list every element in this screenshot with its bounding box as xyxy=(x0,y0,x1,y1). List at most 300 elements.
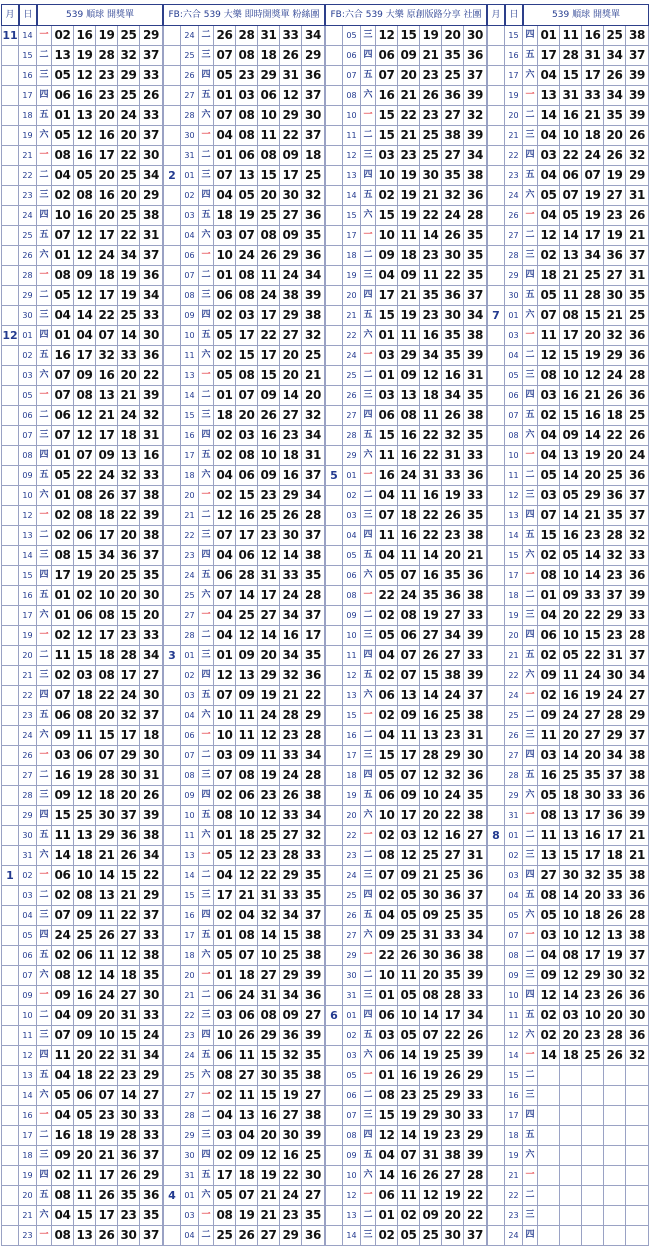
draw-row xyxy=(1,86,163,106)
number-cell: 20 xyxy=(442,26,464,46)
month-cell xyxy=(1,266,19,286)
day-cell: 17 xyxy=(343,746,361,766)
weekday-cell: 二 xyxy=(199,506,214,526)
number-cell: 26 xyxy=(258,406,280,426)
number-cell: 34 xyxy=(140,166,163,186)
number-cell: 37 xyxy=(626,486,649,506)
month-cell xyxy=(1,446,19,466)
weekday-cell: 三 xyxy=(361,1226,376,1246)
day-cell: 26 xyxy=(343,906,361,926)
draw-row xyxy=(163,1166,325,1186)
day-cell: 15 xyxy=(19,566,37,586)
number-cell: 24 xyxy=(236,246,258,266)
number-cell: 38 xyxy=(140,946,163,966)
number-cell: 02 xyxy=(214,786,236,806)
number-cell: 23 xyxy=(420,66,442,86)
draw-row xyxy=(487,546,649,566)
number-cell: 32 xyxy=(604,326,626,346)
month-cell xyxy=(163,226,181,246)
number-cell: 36 xyxy=(302,666,325,686)
day-cell: 19 xyxy=(505,1146,523,1166)
number-cell: 15 xyxy=(258,1046,280,1066)
day-cell: 13 xyxy=(505,506,523,526)
column-header-row xyxy=(325,4,487,26)
number-cell: 30 xyxy=(442,306,464,326)
weekday-cell: 三 xyxy=(199,286,214,306)
day-cell: 08 xyxy=(181,286,199,306)
number-cell: 15 xyxy=(280,926,302,946)
number-cell: 39 xyxy=(464,1146,487,1166)
draw-row xyxy=(1,466,163,486)
number-cell: 29 xyxy=(302,46,325,66)
day-cell: 09 xyxy=(505,966,523,986)
number-cell: 36 xyxy=(442,86,464,106)
weekday-cell: 六 xyxy=(199,346,214,366)
number-cell: 34 xyxy=(140,846,163,866)
number-cell: 23 xyxy=(280,726,302,746)
draw-row xyxy=(487,486,649,506)
number-cell: 19 xyxy=(118,266,140,286)
weekday-cell: 一 xyxy=(199,606,214,626)
number-cell: 24 xyxy=(442,686,464,706)
number-cell: 23 xyxy=(96,1106,118,1126)
number-cell: 05 xyxy=(52,466,74,486)
month-cell xyxy=(163,306,181,326)
number-cell: 10 xyxy=(376,966,398,986)
number-cell: 19 xyxy=(442,486,464,506)
number-cell xyxy=(626,1166,649,1186)
number-cell: 36 xyxy=(302,246,325,266)
draw-row xyxy=(487,386,649,406)
number-cell: 33 xyxy=(302,846,325,866)
weekday-cell: 三 xyxy=(361,266,376,286)
number-cell: 05 xyxy=(376,626,398,646)
number-cell: 35 xyxy=(442,346,464,366)
month-cell xyxy=(325,566,343,586)
weekday-cell: 四 xyxy=(199,1146,214,1166)
month-cell xyxy=(325,426,343,446)
number-cell: 28 xyxy=(464,206,487,226)
number-cell xyxy=(604,1206,626,1226)
number-cell: 15 xyxy=(420,666,442,686)
number-cell: 14 xyxy=(280,386,302,406)
month-cell xyxy=(487,326,505,346)
number-cell: 35 xyxy=(442,566,464,586)
number-cell: 26 xyxy=(214,26,236,46)
number-cell: 06 xyxy=(52,866,74,886)
month-cell xyxy=(325,826,343,846)
number-cell: 01 xyxy=(376,986,398,1006)
weekday-cell: 六 xyxy=(361,1166,376,1186)
draw-row xyxy=(1,186,163,206)
number-cell: 26 xyxy=(96,1186,118,1206)
number-cell xyxy=(560,1166,582,1186)
weekday-cell: 五 xyxy=(199,686,214,706)
number-cell: 25 xyxy=(118,166,140,186)
number-cell: 12 xyxy=(398,846,420,866)
number-cell: 33 xyxy=(464,606,487,626)
number-cell: 10 xyxy=(560,126,582,146)
number-cell: 25 xyxy=(398,926,420,946)
number-cell: 16 xyxy=(420,486,442,506)
number-cell: 26 xyxy=(96,486,118,506)
number-cell: 10 xyxy=(236,806,258,826)
number-cell: 18 xyxy=(96,506,118,526)
day-cell: 08 xyxy=(343,1126,361,1146)
number-cell: 25 xyxy=(626,406,649,426)
number-cell: 08 xyxy=(538,366,560,386)
number-cell: 36 xyxy=(464,866,487,886)
number-cell: 34 xyxy=(604,86,626,106)
number-cell: 39 xyxy=(464,626,487,646)
number-cell: 25 xyxy=(258,826,280,846)
number-cell: 31 xyxy=(420,1146,442,1166)
month-cell xyxy=(163,86,181,106)
draw-row xyxy=(487,226,649,246)
month-cell xyxy=(325,1206,343,1226)
weekday-cell: 五 xyxy=(361,906,376,926)
number-cell xyxy=(582,1206,604,1226)
number-cell: 37 xyxy=(464,286,487,306)
draw-row xyxy=(325,806,487,826)
draw-row xyxy=(325,746,487,766)
number-cell: 15 xyxy=(398,26,420,46)
number-cell: 21 xyxy=(560,266,582,286)
number-cell: 20 xyxy=(258,1126,280,1146)
number-cell: 29 xyxy=(280,306,302,326)
number-cell: 12 xyxy=(74,426,96,446)
number-cell: 25 xyxy=(442,906,464,926)
month-cell xyxy=(325,1066,343,1086)
number-cell: 11 xyxy=(376,526,398,546)
draw-row xyxy=(325,526,487,546)
number-cell: 21 xyxy=(398,86,420,106)
number-cell: 33 xyxy=(442,926,464,946)
draw-row xyxy=(1,406,163,426)
number-cell: 04 xyxy=(376,266,398,286)
weekday-cell: 四 xyxy=(523,266,538,286)
month-cell xyxy=(325,866,343,886)
results-column xyxy=(487,4,649,1240)
number-cell: 22 xyxy=(464,1206,487,1226)
number-cell: 17 xyxy=(236,326,258,346)
draw-row xyxy=(1,486,163,506)
number-cell: 39 xyxy=(626,806,649,826)
header-cell: FB:六合 539 大樂 原創版路分享 社團 xyxy=(325,4,487,26)
month-cell xyxy=(163,1026,181,1046)
number-cell: 19 xyxy=(280,1086,302,1106)
month-cell xyxy=(487,286,505,306)
draw-row xyxy=(163,26,325,46)
draw-row xyxy=(325,946,487,966)
day-cell: 21 xyxy=(505,1166,523,1186)
weekday-cell: 四 xyxy=(361,166,376,186)
number-cell xyxy=(560,1086,582,1106)
month-cell xyxy=(487,786,505,806)
month-cell xyxy=(163,606,181,626)
day-cell: 17 xyxy=(343,226,361,246)
weekday-cell: 三 xyxy=(523,846,538,866)
day-cell: 07 xyxy=(505,406,523,426)
month-cell xyxy=(487,346,505,366)
number-cell: 35 xyxy=(442,326,464,346)
number-cell: 21 xyxy=(258,1186,280,1206)
number-cell: 35 xyxy=(140,566,163,586)
number-cell: 33 xyxy=(464,646,487,666)
number-cell: 02 xyxy=(214,346,236,366)
number-cell: 36 xyxy=(626,786,649,806)
number-cell: 31 xyxy=(258,986,280,1006)
weekday-cell: 六 xyxy=(199,706,214,726)
weekday-cell: 三 xyxy=(199,766,214,786)
number-cell: 39 xyxy=(626,86,649,106)
draw-row xyxy=(325,1006,487,1026)
number-cell: 07 xyxy=(214,686,236,706)
weekday-cell: 一 xyxy=(361,706,376,726)
number-cell: 09 xyxy=(258,466,280,486)
number-cell: 27 xyxy=(140,666,163,686)
weekday-cell: 一 xyxy=(199,486,214,506)
number-cell: 11 xyxy=(538,726,560,746)
number-cell: 20 xyxy=(398,66,420,86)
month-cell xyxy=(325,86,343,106)
month-cell xyxy=(487,886,505,906)
month-cell: 5 xyxy=(325,466,343,486)
number-cell: 38 xyxy=(464,166,487,186)
month-cell xyxy=(1,406,19,426)
number-cell: 09 xyxy=(376,246,398,266)
column-header-row xyxy=(487,4,649,26)
number-cell xyxy=(560,1186,582,1206)
number-cell: 30 xyxy=(140,326,163,346)
day-cell: 13 xyxy=(19,1066,37,1086)
number-cell: 29 xyxy=(280,1226,302,1246)
draw-row xyxy=(163,986,325,1006)
weekday-cell: 二 xyxy=(37,1126,52,1146)
number-cell: 04 xyxy=(538,166,560,186)
day-cell: 15 xyxy=(505,546,523,566)
number-cell xyxy=(626,1086,649,1106)
day-cell: 17 xyxy=(19,86,37,106)
month-cell: 11 xyxy=(1,26,19,46)
number-cell: 02 xyxy=(376,606,398,626)
column-header-row xyxy=(163,4,325,26)
number-cell: 16 xyxy=(582,406,604,426)
number-cell: 18 xyxy=(398,506,420,526)
number-cell: 05 xyxy=(214,946,236,966)
number-cell: 19 xyxy=(582,346,604,366)
number-cell: 12 xyxy=(420,1186,442,1206)
number-cell: 08 xyxy=(258,226,280,246)
number-cell: 13 xyxy=(236,666,258,686)
day-cell: 30 xyxy=(19,826,37,846)
number-cell: 34 xyxy=(302,426,325,446)
number-cell: 06 xyxy=(376,46,398,66)
number-cell: 39 xyxy=(302,286,325,306)
number-cell: 24 xyxy=(280,766,302,786)
day-cell: 15 xyxy=(343,706,361,726)
month-cell xyxy=(163,1166,181,1186)
month-cell xyxy=(487,1106,505,1126)
day-cell: 26 xyxy=(505,206,523,226)
number-cell: 32 xyxy=(442,766,464,786)
number-cell: 08 xyxy=(52,146,74,166)
draw-row xyxy=(487,966,649,986)
number-cell: 26 xyxy=(626,426,649,446)
number-cell: 38 xyxy=(442,126,464,146)
number-cell: 23 xyxy=(398,1086,420,1106)
day-cell: 08 xyxy=(505,426,523,446)
number-cell: 05 xyxy=(52,286,74,306)
draw-row xyxy=(325,1046,487,1066)
number-cell: 10 xyxy=(560,906,582,926)
number-cell: 22 xyxy=(442,806,464,826)
day-cell: 07 xyxy=(19,426,37,446)
number-cell: 19 xyxy=(258,1166,280,1186)
number-cell: 04 xyxy=(52,1066,74,1086)
number-cell: 02 xyxy=(52,186,74,206)
weekday-cell: 五 xyxy=(361,66,376,86)
weekday-cell: 六 xyxy=(199,586,214,606)
day-cell: 02 xyxy=(19,346,37,366)
month-cell xyxy=(1,1026,19,1046)
month-cell xyxy=(487,646,505,666)
weekday-cell: 一 xyxy=(199,1206,214,1226)
month-cell xyxy=(325,966,343,986)
day-cell: 04 xyxy=(505,886,523,906)
weekday-cell: 四 xyxy=(523,1226,538,1246)
number-cell: 08 xyxy=(52,1226,74,1246)
number-cell: 29 xyxy=(118,66,140,86)
month-cell: 2 xyxy=(163,166,181,186)
number-cell: 27 xyxy=(302,1006,325,1026)
number-cell: 02 xyxy=(52,26,74,46)
number-cell: 09 xyxy=(538,666,560,686)
number-cell: 22 xyxy=(96,686,118,706)
number-cell: 29 xyxy=(582,966,604,986)
number-cell: 16 xyxy=(376,86,398,106)
number-cell: 34 xyxy=(604,46,626,66)
number-cell: 25 xyxy=(118,86,140,106)
number-cell: 12 xyxy=(582,926,604,946)
month-cell xyxy=(1,1226,19,1246)
month-cell xyxy=(325,666,343,686)
number-cell: 19 xyxy=(118,286,140,306)
number-cell: 26 xyxy=(604,66,626,86)
number-cell: 06 xyxy=(236,1006,258,1026)
day-cell: 10 xyxy=(19,1006,37,1026)
day-cell: 21 xyxy=(19,666,37,686)
number-cell: 19 xyxy=(258,766,280,786)
day-cell: 28 xyxy=(343,426,361,446)
number-cell: 17 xyxy=(582,806,604,826)
number-cell: 09 xyxy=(74,366,96,386)
weekday-cell: 六 xyxy=(37,246,52,266)
day-cell: 23 xyxy=(19,706,37,726)
number-cell: 07 xyxy=(214,586,236,606)
number-cell: 06 xyxy=(236,466,258,486)
month-cell xyxy=(325,1106,343,1126)
month-cell xyxy=(1,1086,19,1106)
day-cell: 01 xyxy=(343,1006,361,1026)
draw-row xyxy=(487,106,649,126)
number-cell: 08 xyxy=(214,806,236,826)
number-cell: 04 xyxy=(376,1146,398,1166)
number-cell: 24 xyxy=(560,706,582,726)
number-cell: 14 xyxy=(258,926,280,946)
draw-row xyxy=(163,926,325,946)
number-cell: 32 xyxy=(464,106,487,126)
number-cell xyxy=(582,1106,604,1126)
number-cell: 10 xyxy=(560,926,582,946)
draw-row xyxy=(163,126,325,146)
draw-row xyxy=(325,506,487,526)
number-cell: 04 xyxy=(538,946,560,966)
number-cell: 33 xyxy=(582,86,604,106)
draw-row xyxy=(487,626,649,646)
number-cell: 38 xyxy=(626,926,649,946)
number-cell: 15 xyxy=(538,526,560,546)
draw-row xyxy=(1,1006,163,1026)
weekday-cell: 六 xyxy=(523,906,538,926)
weekday-cell: 二 xyxy=(37,406,52,426)
draw-row xyxy=(1,686,163,706)
number-cell: 37 xyxy=(302,906,325,926)
number-cell: 18 xyxy=(140,726,163,746)
number-cell: 11 xyxy=(74,1166,96,1186)
number-cell: 34 xyxy=(442,626,464,646)
draw-row xyxy=(163,1026,325,1046)
number-cell xyxy=(582,1126,604,1146)
number-cell: 30 xyxy=(442,1106,464,1126)
number-cell: 34 xyxy=(280,646,302,666)
number-cell: 19 xyxy=(604,166,626,186)
weekday-cell: 六 xyxy=(199,106,214,126)
number-cell: 09 xyxy=(96,446,118,466)
month-cell xyxy=(325,1126,343,1146)
number-cell: 08 xyxy=(538,566,560,586)
number-cell: 33 xyxy=(280,566,302,586)
number-cell: 05 xyxy=(214,326,236,346)
draw-row xyxy=(1,926,163,946)
draw-row xyxy=(163,1006,325,1026)
day-cell: 15 xyxy=(505,1066,523,1086)
day-cell: 17 xyxy=(19,606,37,626)
weekday-cell: 五 xyxy=(37,946,52,966)
number-cell: 08 xyxy=(52,966,74,986)
number-cell: 22 xyxy=(560,146,582,166)
number-cell: 14 xyxy=(582,566,604,586)
number-cell: 20 xyxy=(236,406,258,426)
weekday-cell: 五 xyxy=(523,286,538,306)
number-cell: 12 xyxy=(258,806,280,826)
month-cell xyxy=(325,506,343,526)
number-cell xyxy=(582,1066,604,1086)
weekday-cell: 一 xyxy=(37,506,52,526)
number-cell: 36 xyxy=(626,386,649,406)
number-cell: 34 xyxy=(280,906,302,926)
month-cell xyxy=(325,106,343,126)
draw-row xyxy=(325,46,487,66)
number-cell: 19 xyxy=(420,1126,442,1146)
number-cell: 38 xyxy=(302,786,325,806)
draw-row xyxy=(163,86,325,106)
number-cell: 08 xyxy=(96,666,118,686)
day-cell: 31 xyxy=(181,146,199,166)
number-cell: 34 xyxy=(302,266,325,286)
number-cell: 20 xyxy=(96,1006,118,1026)
draw-row xyxy=(325,706,487,726)
